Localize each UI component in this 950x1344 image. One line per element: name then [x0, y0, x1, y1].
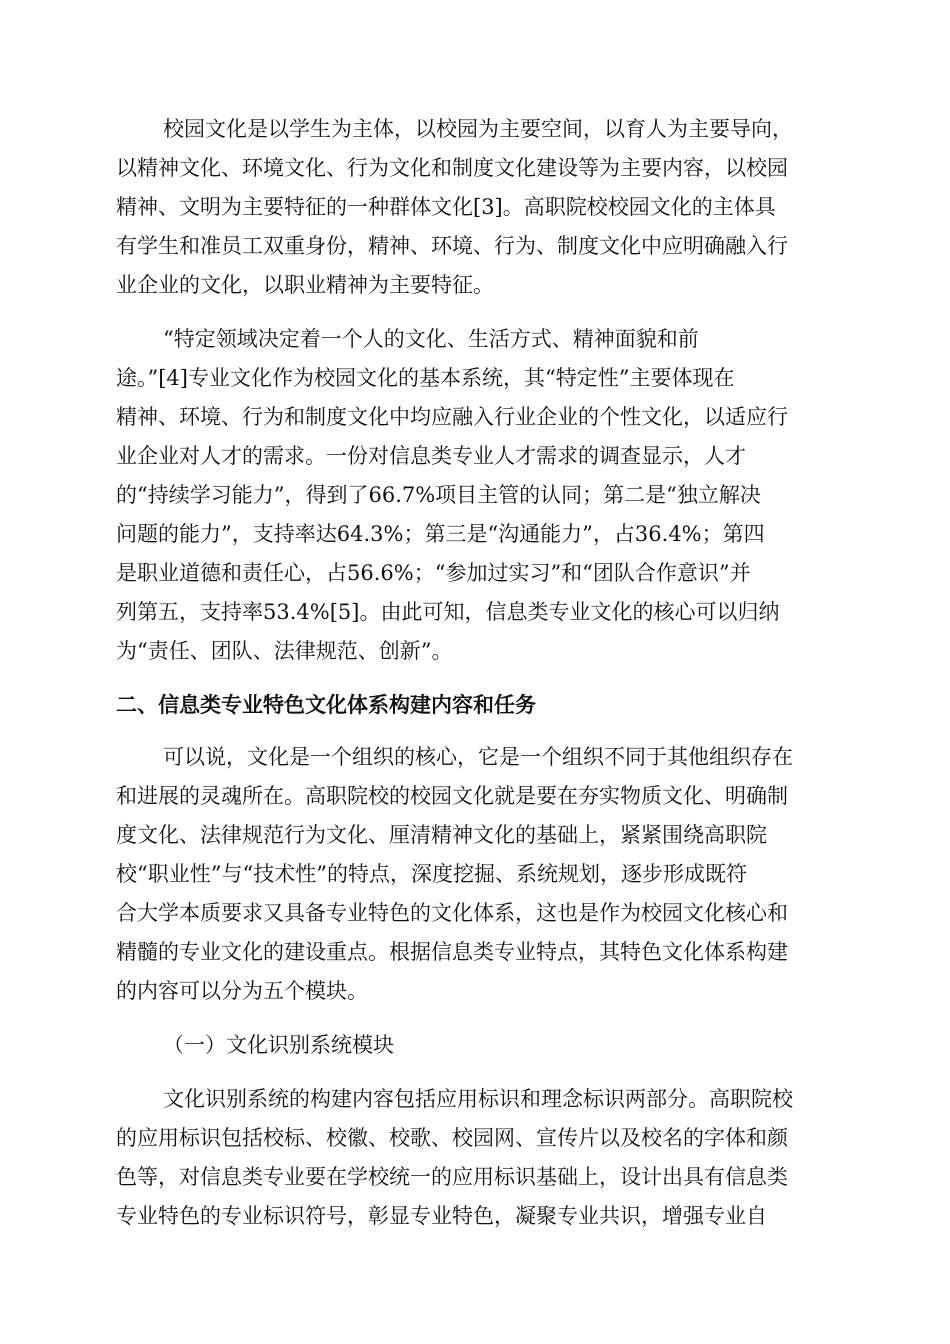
text-line: 可以说，文化是一个组织的核心，它是一个组织不同于其他组织存在 — [163, 745, 793, 769]
text-line: 业企业的文化，以职业精神为主要特征。 — [116, 273, 494, 297]
text-line: 问题的能力”，支持率达64.3%；第三是“沟通能力”，占36.4%；第四 — [116, 522, 765, 546]
text-line: 校园文化是以学生为主体，以校园为主要空间，以育人为主要导向， — [163, 117, 793, 141]
text-line: 有学生和准员工双重身份，精神、环境、行为、制度文化中应明确融入行 — [116, 234, 788, 258]
text-line: 的应用标识包括校标、校徽、校歌、校园网、宣传片以及校名的字体和颜 — [116, 1126, 788, 1150]
text-line: 度文化、法律规范行为文化、厘清精神文化的基础上，紧紧围绕高职院 — [116, 823, 767, 847]
text-line: 途。”[4]专业文化作为校园文化的基本系统，其“特定性”主要体现在 — [116, 366, 735, 390]
section-heading: 二、信息类专业特色文化体系构建内容和任务 — [116, 693, 536, 717]
text-line: 校“职业性”与“技术性”的特点，深度挖掘、系统规划，逐步形成既符 — [116, 862, 747, 886]
text-line: 专业特色的专业标识符号，彰显专业特色，凝聚专业共识，增强专业自 — [116, 1204, 767, 1228]
text-line: 合大学本质要求又具备专业特色的文化体系，这也是作为校园文化核心和 — [116, 901, 788, 925]
text-line: 的内容可以分为五个模块。 — [116, 979, 368, 1003]
text-line: 和进展的灵魂所在。高职院校的校园文化就是要在夯实物质文化、明确制 — [116, 784, 788, 808]
text-line: 列第五，支持率53.4%[5]。由此可知，信息类专业文化的核心可以归纳 — [116, 600, 780, 624]
text-line: 色等，对信息类专业要在学校统一的应用标识基础上，设计出具有信息类 — [116, 1165, 788, 1189]
text-line: “特定领域决定着一个人的文化、生活方式、精神面貌和前 — [163, 327, 699, 351]
text-line: 业企业对人才的需求。一份对信息类专业人才需求的调查显示，人才 — [116, 444, 746, 468]
text-line: 以精神文化、环境文化、行为文化和制度文化建设等为主要内容，以校园 — [116, 156, 788, 180]
subsection-heading: （一）文化识别系统模块 — [163, 1033, 394, 1057]
text-line: 的“持续学习能力”，得到了66.7%项目主管的认同；第二是“独立解决 — [116, 483, 761, 507]
text-line: 文化识别系统的构建内容包括应用标识和理念标识两部分。高职院校 — [163, 1087, 793, 1111]
text-line: 为“责任、团队、法律规范、创新”。 — [116, 639, 453, 663]
text-line: 是职业道德和责任心，占56.6%；“参加过实习”和“团队合作意识”并 — [116, 561, 751, 585]
text-line: 精髓的专业文化的建设重点。根据信息类专业特点，其特色文化体系构建 — [116, 940, 788, 964]
text-line: 精神、环境、行为和制度文化中均应融入行业企业的个性文化，以适应行 — [116, 405, 788, 429]
text-line: 精神、文明为主要特征的一种群体文化[3]。高职院校校园文化的主体具 — [116, 195, 776, 219]
